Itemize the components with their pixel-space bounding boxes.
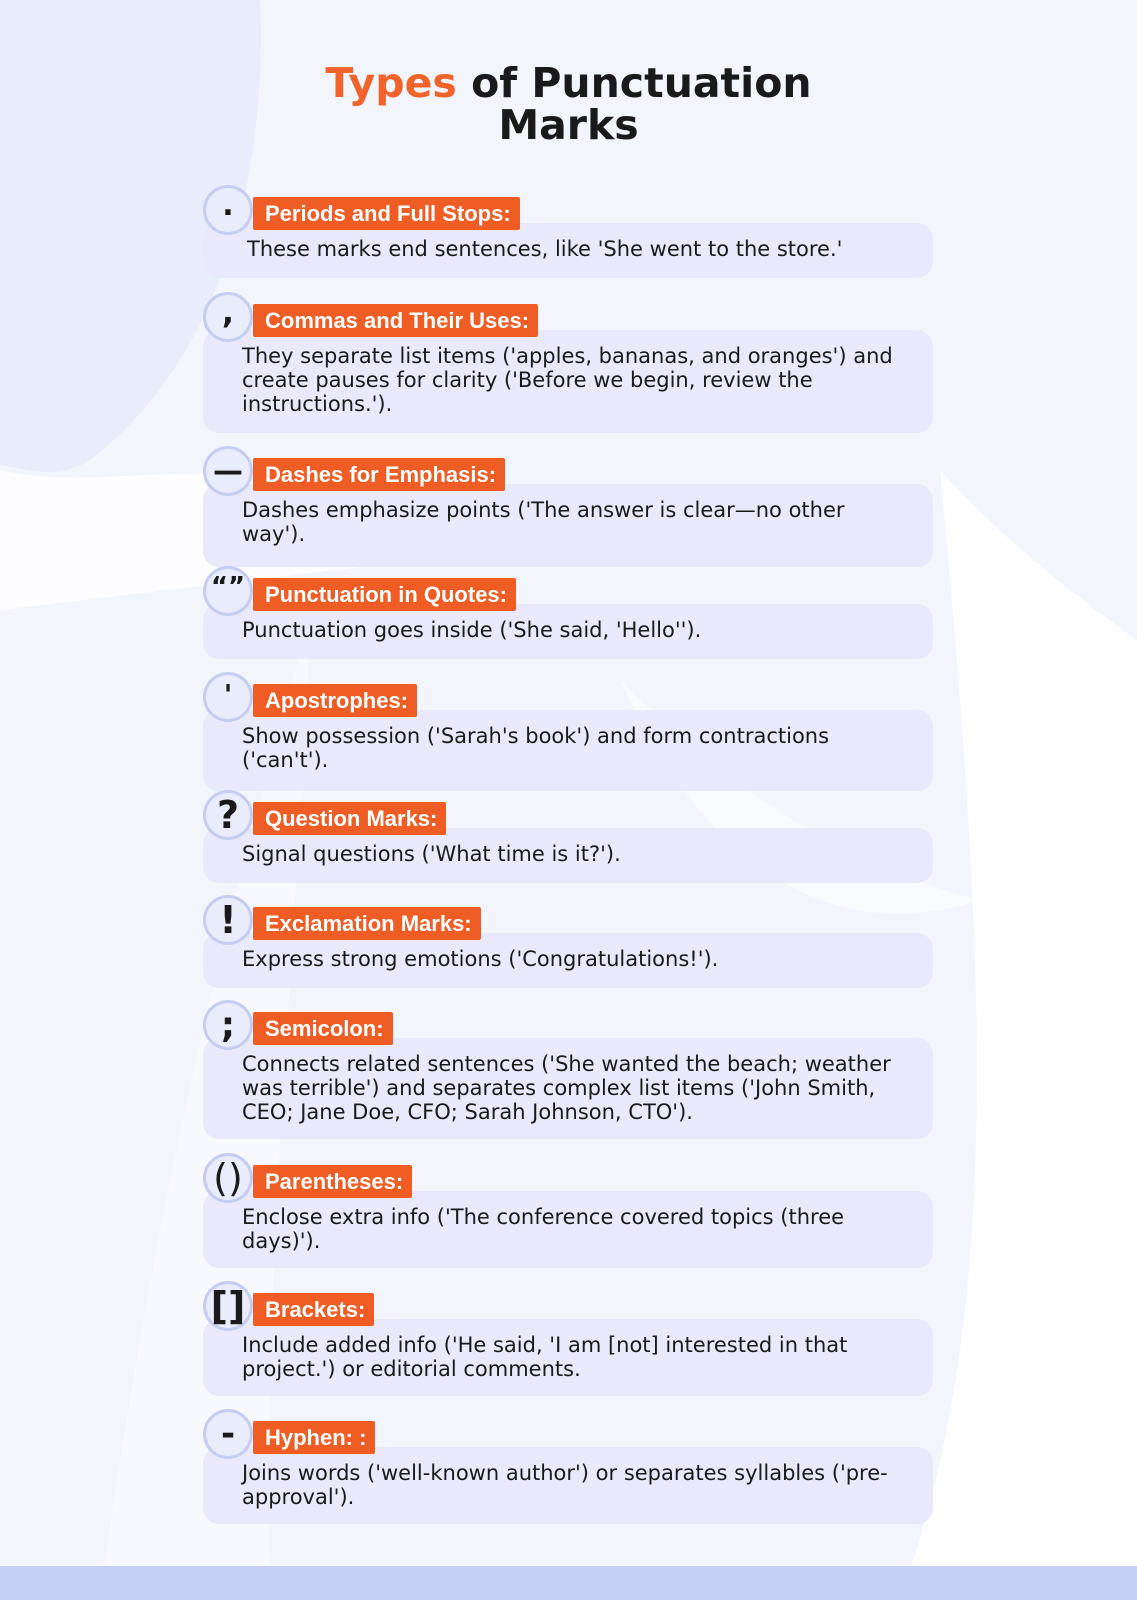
item-label: Punctuation in Quotes:: [253, 578, 516, 611]
comma-icon: ,: [203, 292, 253, 342]
dash-icon: —: [203, 446, 253, 496]
title-accent: Types: [325, 59, 457, 107]
item-label: Question Marks:: [253, 802, 446, 835]
apostrophe-icon: ': [203, 672, 253, 722]
parentheses-icon: (): [203, 1153, 253, 1203]
item-label: Exclamation Marks:: [253, 907, 481, 940]
quotation-marks-icon: “”: [203, 566, 253, 616]
item-label: Apostrophes:: [253, 684, 417, 717]
item-description: Joins words ('well-known author') or separates syllables ('pre-approval').: [203, 1447, 933, 1524]
exclamation-mark-icon: !: [203, 895, 253, 945]
item-description: These marks end sentences, like 'She went to the store.': [203, 223, 933, 278]
title-line2: Marks: [498, 101, 639, 149]
footer-band: [0, 1566, 1137, 1600]
item-description: Show possession ('Sarah's book') and form contractions ('can't').: [203, 710, 933, 791]
item-description: Include added info ('He said, 'I am [not] interested in that project.') or editorial comments.: [203, 1319, 933, 1396]
item-description: Express strong emotions ('Congratulations!').: [203, 933, 933, 988]
title-rest: of Punctuation: [456, 59, 812, 107]
semicolon-icon: ;: [203, 1000, 253, 1050]
period-icon: .: [203, 185, 253, 235]
item-label: Parentheses:: [253, 1165, 412, 1198]
item-description: Signal questions ('What time is it?').: [203, 828, 933, 883]
item-label: Dashes for Emphasis:: [253, 458, 505, 491]
brackets-icon: []: [203, 1281, 253, 1331]
item-description: They separate list items ('apples, bananas, and oranges') and create pauses for clarity ('Before we begin, review the instructions.').: [203, 330, 933, 433]
item-label: Brackets:: [253, 1293, 374, 1326]
item-description: Punctuation goes inside ('She said, 'Hello'').: [203, 604, 933, 659]
item-description: Dashes emphasize points ('The answer is clear—no other way').: [203, 484, 933, 567]
item-description: Connects related sentences ('She wanted the beach; weather was terrible') and separates complex list items ('John Smith, CEO; Jane Doe, CFO; Sarah Johnson, CTO').: [203, 1038, 933, 1139]
page-title: [0, 59, 1137, 149]
item-label: Semicolon:: [253, 1012, 393, 1045]
hyphen-icon: -: [203, 1409, 253, 1459]
item-label: Commas and Their Uses:: [253, 304, 538, 337]
item-description: Enclose extra info ('The conference covered topics (three days)').: [203, 1191, 933, 1268]
question-mark-icon: ?: [203, 790, 253, 840]
item-label: Hyphen: :: [253, 1421, 375, 1454]
item-label: Periods and Full Stops:: [253, 197, 520, 230]
